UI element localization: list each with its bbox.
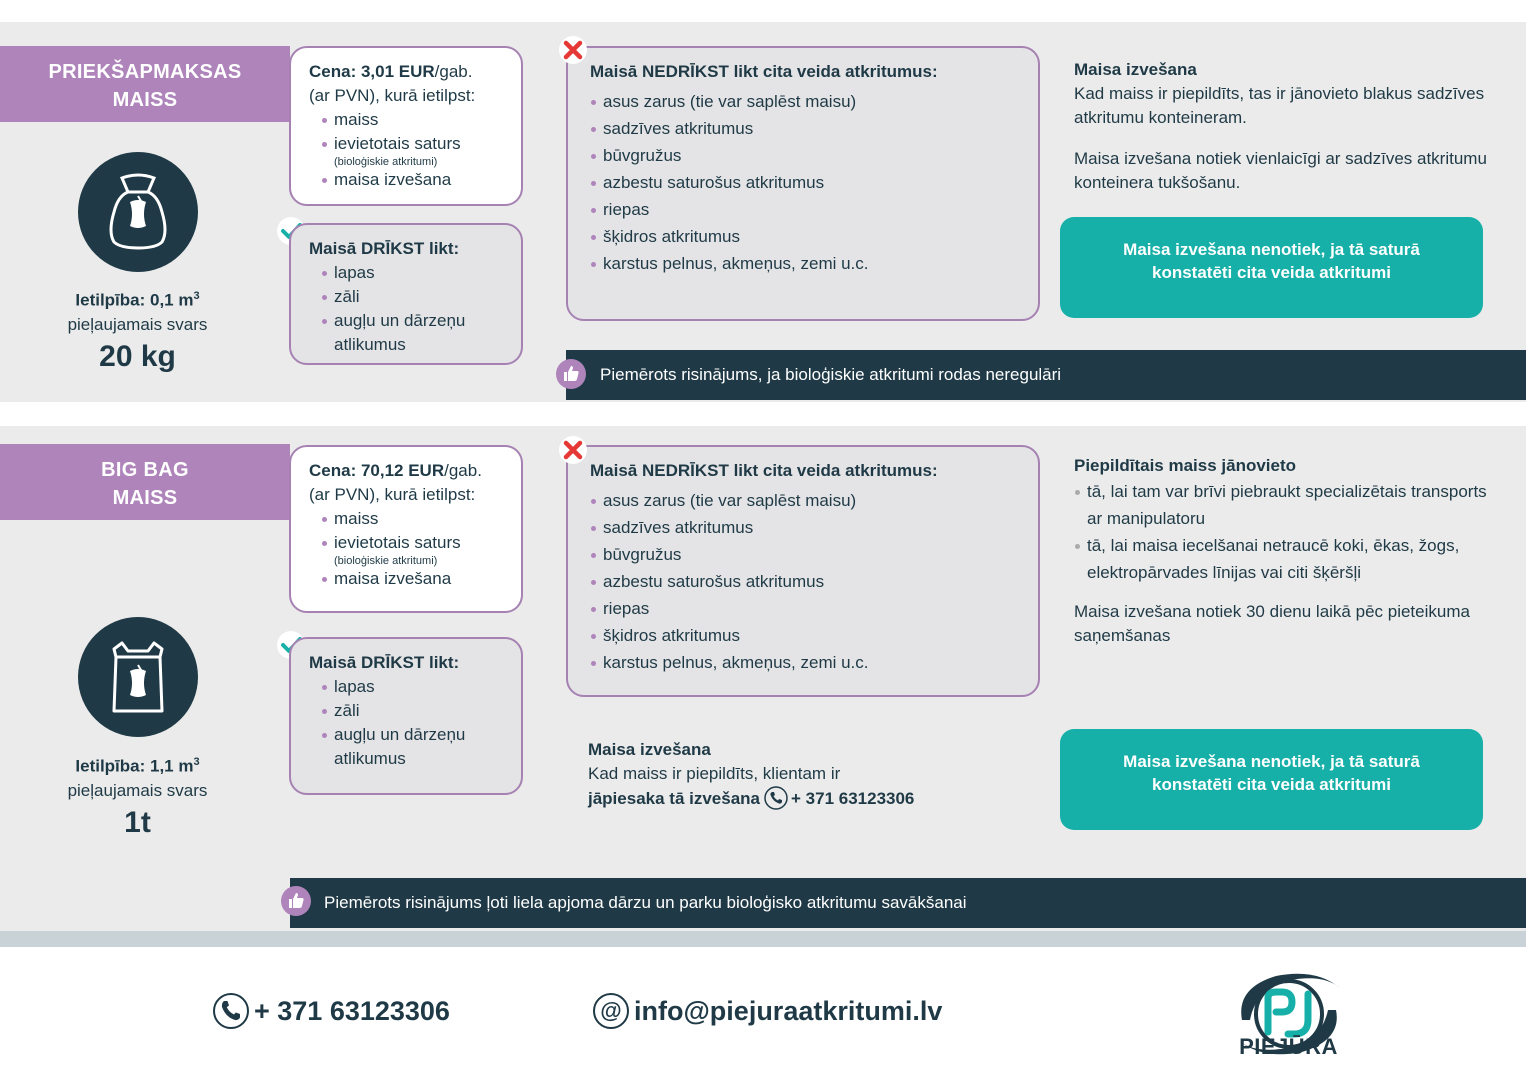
cross-icon [559,436,587,464]
allowed-title: Maisā DRĪKST likt: [309,653,460,672]
warning-line2: konstatēti cita veida atkritumi [1151,775,1392,794]
allowed-item: lapas [321,261,509,285]
big-bag-allowed-box [289,637,523,795]
allowed-item: augļu un dārzeņu atlikumus [321,309,509,357]
price-bold: Cena: 3,01 EUR [309,62,435,81]
warning-line1: Maisa izvešana nenotiek, ja tā saturā [1123,752,1420,771]
capacity-sup: 3 [193,290,200,302]
phone-icon [764,786,788,810]
order-text: Kad maiss ir piepildīts, klientam ir [588,764,841,783]
include-item: maiss [321,108,509,132]
forbidden-item: šķidros atkritumus [590,223,1026,250]
include-item: maisa izvešana [321,168,509,192]
order-bold: jāpiesaka tā izvešana [588,789,761,808]
prepaid-price-box [289,46,523,206]
title-line1: PRIEKŠAPMAKSAS [48,61,242,83]
include-item [321,132,509,168]
allowed-title: Maisā DRĪKST likt: [309,239,460,258]
price-unit: /gab. [444,461,482,480]
info-paragraph: Kad maiss ir piepildīts, tas ir jānovieto blakus sadzīves atkritumu konteineram. [1074,84,1485,127]
weight-label: pieļaujamais svars [67,780,208,800]
prepaid-allowed-box [289,223,523,365]
allowed-item: augļu un dārzeņu atlikumus [321,723,509,771]
thumbs-up-icon [281,886,311,916]
prepaid-pickup-info [1074,58,1494,195]
forbidden-item: karstus pelnus, akmeņus, zemi u.c. [590,250,1026,277]
allowed-item: zāli [321,699,509,723]
allowed-item: zāli [321,285,509,309]
title-line2: MAISS [112,487,178,509]
footer-email-address: info@piejuraatkritumi.lv [634,995,943,1026]
forbidden-item: azbestu saturošus atkritumus [590,169,1026,196]
title-line2: MAISS [112,89,178,111]
forbidden-item: sadzīves atkritumus [590,514,1026,541]
forbidden-title: Maisā NEDRĪKST likt cita veida atkritumus: [590,461,938,480]
at-icon [592,992,630,1030]
include-item: maiss [321,507,509,531]
forbidden-item: šķidros atkritumus [590,622,1026,649]
weight-value: 1t [124,805,151,839]
capacity-label: Ietilpība: 1,1 m [75,756,194,776]
forbidden-item: būvgružus [590,541,1026,568]
forbidden-item: sadzīves atkritumus [590,115,1026,142]
include-note: (bioloģiskie atkritumi) [334,156,438,168]
logo-text: PIEJŪRA [1239,1034,1338,1059]
prepaid-warning-box [1060,217,1483,318]
include-item [321,531,509,567]
footer-phone-number: + 371 63123306 [254,995,450,1026]
price-bold: Cena: 70,12 EUR [309,461,445,480]
include-note: (bioloģiskie atkritumi) [334,555,438,567]
thumbs-up-icon [556,359,586,389]
capacity-sup: 3 [193,756,200,768]
price-unit: /gab. [434,62,473,81]
big-bag-forbidden-box [566,445,1040,697]
placement-item: tā, lai maisa iecelšanai netraucē koki, ēkas, žogs, elektropārvades līnijas vai citi šķēršļi [1074,532,1504,586]
forbidden-item: asus zarus (tie var saplēst maisu) [590,88,1026,115]
forbidden-item: azbestu saturošus atkritumus [590,568,1026,595]
prepaid-forbidden-box [566,46,1040,321]
big-bag-banner: Piemērots risinājums ļoti liela apjoma dārzu un parku bioloģisko atkritumu savākšanai [290,878,1526,928]
price-sub: (ar PVN), kurā ietilpst: [309,86,476,105]
big-bag-warning-box [1060,729,1483,830]
info-paragraph: Maisa izvešana notiek vienlaicīgi ar sadzīves atkritumu konteinera tukšošanu. [1074,149,1487,192]
warning-line2: konstatēti cita veida atkritumi [1151,263,1392,282]
weight-label: pieļaujamais svars [67,314,208,334]
bag-icon [78,152,198,272]
info-paragraph: Maisa izvešana notiek 30 dienu laikā pēc pieteikuma saņemšanas [1074,602,1470,645]
warning-line1: Maisa izvešana nenotiek, ja tā saturā [1123,240,1420,259]
big-bag-price-box [289,445,523,613]
info-title: Maisa izvešana [1074,60,1197,79]
big-bag-icon [78,617,198,737]
prepaid-bag-capacity [20,284,255,377]
footer-phone[interactable] [212,990,450,1032]
forbidden-item: riepas [590,196,1026,223]
big-bag-title [0,444,290,520]
placement-item: tā, lai tam var brīvi piebraukt specializētais transports ar manipulatoru [1074,478,1504,532]
info-title: Piepildītais maiss jānovieto [1074,456,1297,475]
svg-text:@: @ [600,998,622,1023]
big-bag-capacity [20,750,255,843]
forbidden-item: būvgružus [590,142,1026,169]
big-bag-order-info [588,738,1048,811]
price-sub: (ar PVN), kurā ietilpst: [309,485,476,504]
include-item-text: ievietotais saturs [334,533,461,552]
cross-icon [559,36,587,64]
footer-divider [0,931,1526,947]
forbidden-title: Maisā NEDRĪKST likt cita veida atkritumus: [590,62,938,81]
forbidden-item: asus zarus (tie var saplēst maisu) [590,487,1026,514]
weight-value: 20 kg [99,339,176,373]
allowed-item: lapas [321,675,509,699]
prepaid-banner: Piemērots risinājums, ja bioloģiskie atkritumi rodas neregulāri [566,350,1526,400]
order-phone[interactable]: + 371 63123306 [791,789,915,808]
prepaid-bag-title [0,46,290,122]
capacity-label: Ietilpība: 0,1 m [75,290,194,310]
include-item: maisa izvešana [321,567,509,591]
include-item-text: ievietotais saturs [334,134,461,153]
phone-icon [212,992,250,1030]
forbidden-item: riepas [590,595,1026,622]
footer-email[interactable] [592,990,942,1032]
big-bag-placement-info [1074,454,1504,648]
forbidden-item: karstus pelnus, akmeņus, zemi u.c. [590,649,1026,676]
title-line1: BIG BAG [101,459,189,481]
order-title: Maisa izvešana [588,740,711,759]
